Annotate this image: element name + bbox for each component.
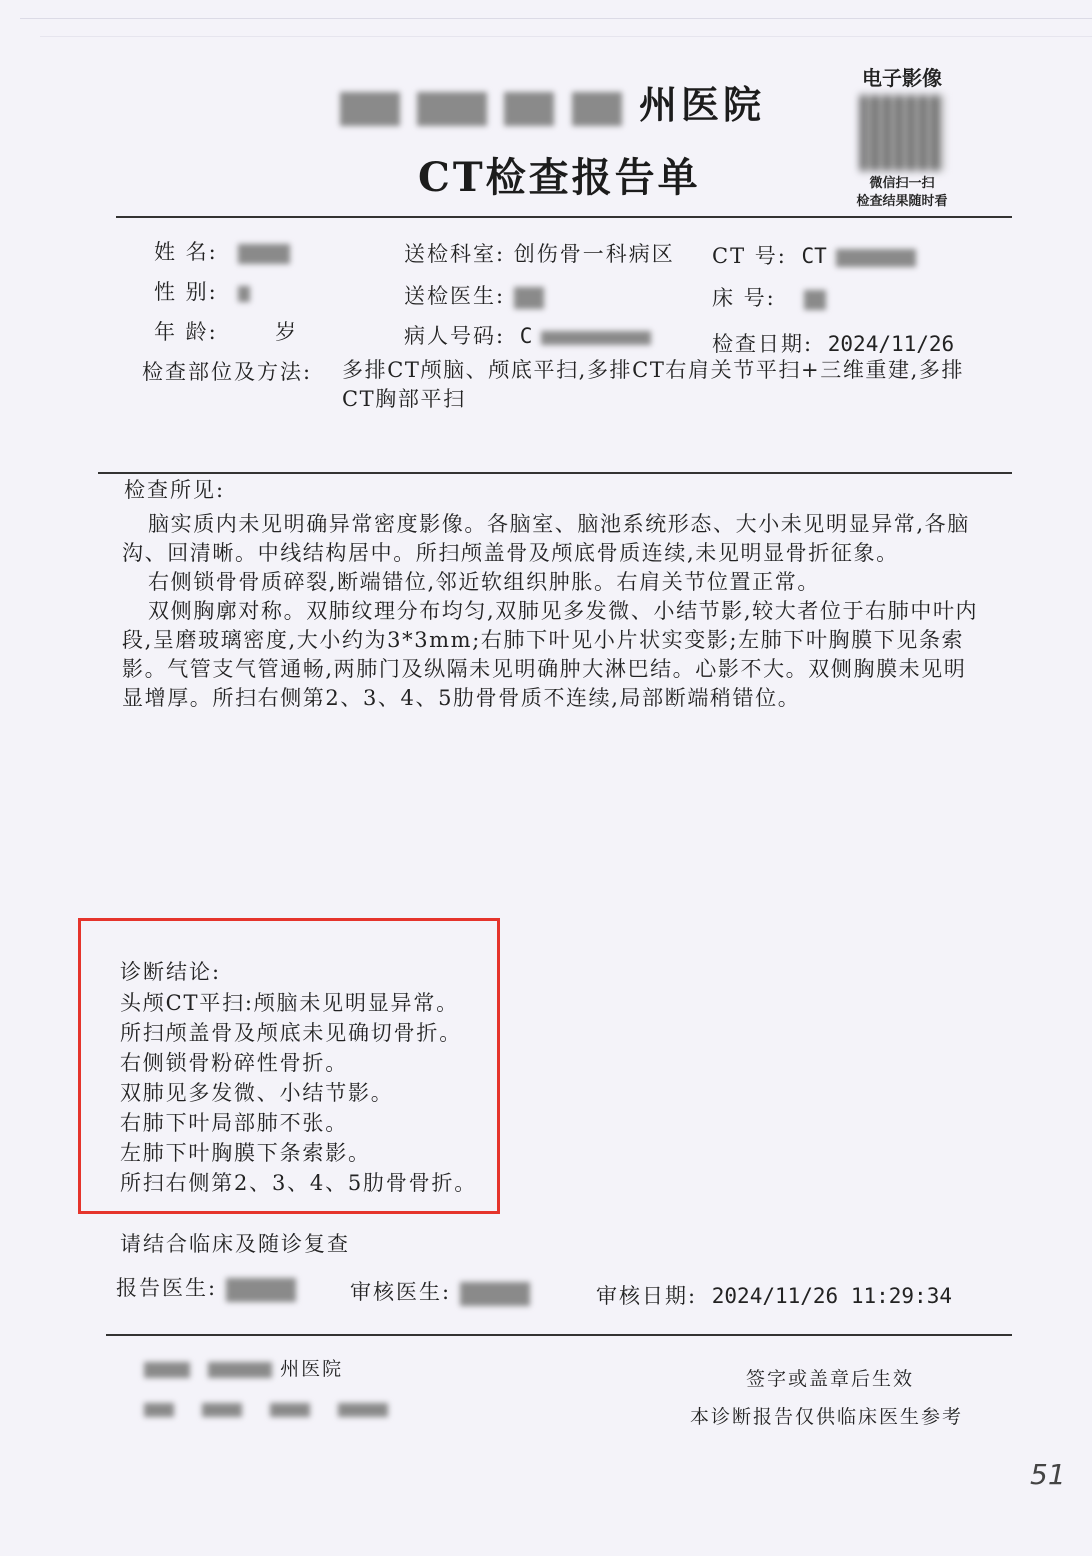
- signature-redacted: [460, 1282, 530, 1306]
- findings-paragraph: 脑实质内未见明确异常密度影像。各脑室、脑池系统形态、大小未见明显异常,各脑沟、回清晰。中线结构居中。所扫颅盖骨及颅底骨质连续,未见明显骨折征象。: [122, 512, 970, 565]
- qr-line2: 检查结果随时看: [856, 194, 948, 209]
- redacted-block: [804, 290, 826, 310]
- patient-number-field: [404, 320, 651, 350]
- method-text: 多排CT颅脑、颅底平扫,多排CT右肩关节平扫+三维重建,多排CT胸部平扫: [342, 358, 965, 411]
- dept-field: [404, 238, 675, 268]
- diagnosis-item: 双肺见多发微、小结节影。: [120, 1081, 394, 1105]
- findings-paragraph: 双侧胸廓对称。双肺纹理分布均匀,双肺见多发微、小结节影,较大者位于右肺中叶内段,呈磨玻璃密度,大小约为3*3mm;右肺下叶见小片状实变影;左肺下叶胸膜下见条索影。气管支气管通畅,两肺门及纵隔未见明确肿大淋巴结。心影不大。双侧胸膜未见明显增厚。所扫右侧第2、3、4、5肋骨骨质不连续,局部断端稍错位。: [122, 599, 979, 710]
- diagnosis-item: 右侧锁骨粉碎性骨折。: [120, 1051, 348, 1075]
- redacted-block: [514, 287, 544, 309]
- qr-code-icon[interactable]: [860, 95, 944, 171]
- redacted-block: [144, 1362, 190, 1378]
- patient-no-label: 病人号码:: [404, 324, 506, 348]
- footer-divider: [106, 1334, 1012, 1336]
- exam-date-label: 检查日期:: [712, 332, 814, 356]
- qr-panel: [842, 62, 962, 211]
- patient-age-field: [154, 316, 298, 346]
- report-doctor-field: [116, 1272, 296, 1302]
- age-label: 年 龄:: [154, 320, 218, 344]
- bed-number-field: [712, 282, 826, 312]
- dept-label: 送检科室:: [404, 242, 506, 266]
- qr-title: 电子影像: [862, 66, 942, 90]
- exam-date-value: 2024/11/26: [827, 332, 955, 356]
- page-number-mark: 51: [1030, 1458, 1066, 1491]
- exam-date-field: [712, 328, 954, 358]
- redacted-block: [338, 1403, 388, 1417]
- diagnosis-item: 所扫右侧第2、3、4、5肋骨骨折。: [120, 1171, 478, 1195]
- review-date-field: [596, 1280, 952, 1310]
- redacted-block: [836, 249, 916, 267]
- signature-redacted: [226, 1278, 296, 1302]
- sex-label: 性 别:: [154, 280, 218, 304]
- redacted-block: [144, 1403, 174, 1417]
- footer-hospital: [144, 1354, 343, 1381]
- patient-no-prefix: C: [519, 324, 533, 348]
- redacted-block: [270, 1403, 310, 1417]
- paper-fold-line: [20, 18, 1092, 19]
- patient-sex-field: [154, 276, 250, 306]
- dept-value: 创伤骨一科病区: [513, 242, 675, 266]
- age-unit: 岁: [275, 320, 299, 344]
- findings-body: [122, 510, 984, 713]
- redacted-block: [417, 92, 487, 126]
- paper-fold-line: [40, 36, 1092, 37]
- diagnosis-label: 诊断结论:: [120, 960, 222, 984]
- redacted-block: [541, 331, 651, 345]
- redacted-block: [340, 92, 400, 126]
- review-doctor-field: [350, 1276, 530, 1306]
- redacted-block: [208, 1362, 272, 1378]
- findings-paragraph: 右侧锁骨骨质碎裂,断端错位,邻近软组织肿胀。右肩关节位置正常。: [148, 570, 820, 594]
- hospital-name-text: 州医院: [638, 82, 765, 127]
- redacted-block: [202, 1403, 242, 1417]
- ct-number-field: [712, 240, 916, 270]
- qr-line1: 微信扫一扫: [869, 176, 935, 191]
- method-value: [342, 356, 990, 414]
- review-date-value: 2024/11/26 11:29:34: [711, 1284, 952, 1308]
- redacted-block: [238, 244, 290, 264]
- footer-hospital-text: 州医院: [280, 1358, 344, 1380]
- patient-name-field: [154, 236, 290, 266]
- referring-doctor-field: [404, 280, 544, 310]
- redacted-block: [572, 92, 622, 126]
- diagnosis-list: [120, 988, 477, 1198]
- section-divider: [98, 472, 1012, 474]
- diagnosis-item: 右肺下叶局部肺不张。: [120, 1111, 348, 1135]
- diagnosis-item: 所扫颅盖骨及颅底未见确切骨折。: [120, 1021, 462, 1045]
- hospital-name: [340, 74, 765, 129]
- findings-label: 检查所见:: [124, 478, 226, 502]
- reference-note: 本诊断报告仅供临床医生参考: [690, 1406, 964, 1428]
- report-doctor-label: 报告医生:: [116, 1276, 218, 1300]
- doctor-label: 送检医生:: [404, 284, 506, 308]
- review-doctor-label: 审核医生:: [350, 1280, 452, 1304]
- header-divider: [116, 216, 1012, 218]
- method-label: 检查部位及方法:: [142, 360, 313, 384]
- ct-prefix: CT: [801, 244, 827, 268]
- footer-address: [144, 1398, 388, 1420]
- diagnosis-item: 头颅CT平扫:颅脑未见明显异常。: [120, 991, 459, 1015]
- bed-label: 床 号:: [712, 286, 776, 310]
- followup-advice: 请结合临床及随诊复查: [120, 1232, 350, 1256]
- review-date-label: 审核日期:: [596, 1284, 698, 1308]
- redacted-block: [504, 92, 554, 126]
- sign-note: 签字或盖章后生效: [746, 1368, 915, 1390]
- redacted-block: [238, 286, 250, 302]
- diagnosis-item: 左肺下叶胸膜下条索影。: [120, 1141, 371, 1165]
- page-title: CT检查报告单: [418, 154, 701, 201]
- name-label: 姓 名:: [154, 240, 218, 264]
- ct-label: CT 号:: [712, 244, 787, 268]
